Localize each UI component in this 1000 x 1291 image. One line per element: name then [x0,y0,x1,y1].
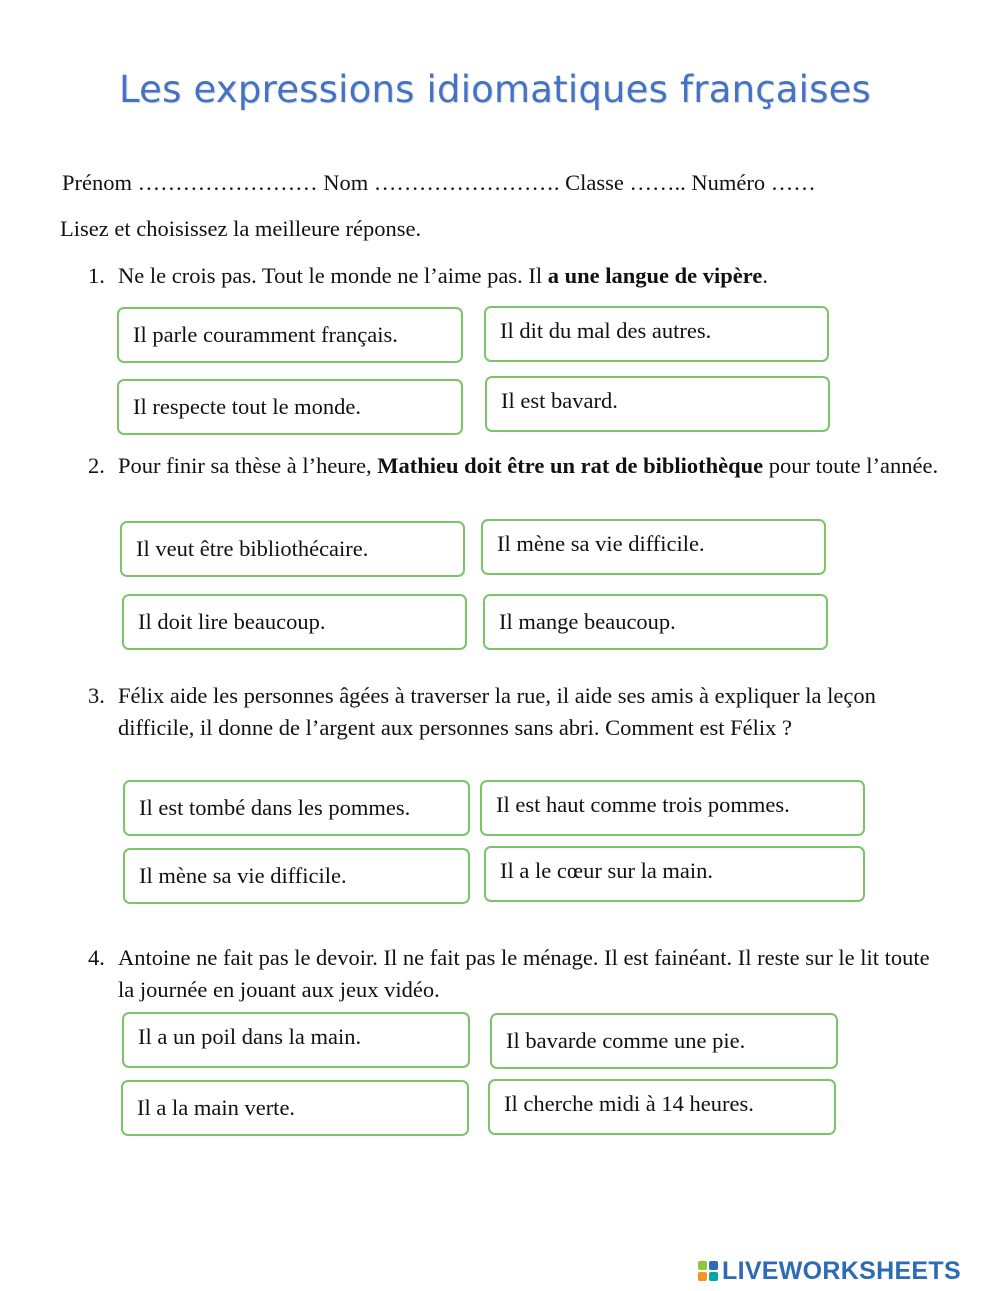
question-number: 4. [88,945,105,970]
student-fields-line: Prénom …………………… Nom ……………………. Classe …….. Numéro …… [62,170,816,195]
question-number: 2. [88,453,105,478]
q4-option-3[interactable]: Il a la main verte. [121,1080,469,1136]
idiom-highlight: Mathieu doit être un rat de bibliothèque [377,453,764,478]
question-1 [88,260,948,292]
q3-option-2[interactable]: Il est haut comme trois pommes. [480,780,865,836]
question-text: Félix aide les personnes âgées à traverser la rue, il aide ses amis à expliquer la leçon difficile, il donne de l’argent aux personnes sans abri. Comment est Félix ? [118,683,876,740]
q2-option-3[interactable]: Il doit lire beaucoup. [122,594,467,650]
q1-option-3[interactable]: Il respecte tout le monde. [117,379,463,435]
q4-option-4[interactable]: Il cherche midi à 14 heures. [488,1079,836,1135]
instruction: Lisez et choisissez la meilleure réponse. [60,216,422,241]
q1-option-1[interactable]: Il parle couramment français. [117,307,463,363]
question-2 [88,450,948,482]
liveworksheets-mark-icon [698,1261,718,1281]
q1-option-2[interactable]: Il dit du mal des autres. [484,306,829,362]
q2-option-4[interactable]: Il mange beaucoup. [483,594,828,650]
question-3 [88,680,948,744]
question-text: Antoine ne fait pas le devoir. Il ne fait pas le ménage. Il est fainéant. Il reste sur le lit toute la journée en jouant aux jeux vidéo. [118,945,930,1002]
question-text: Pour finir sa thèse à l’heure, Mathieu doit être un rat de bibliothèque pour toute l’année. [118,453,939,478]
q2-option-2[interactable]: Il mène sa vie difficile. [481,519,826,575]
idiom-highlight: a une langue de vipère [547,263,763,288]
logo-text: LIVEWORKSHEETS [722,1256,961,1285]
q3-option-3[interactable]: Il mène sa vie difficile. [123,848,470,904]
q3-option-1[interactable]: Il est tombé dans les pommes. [123,780,470,836]
question-4 [88,942,948,1006]
liveworksheets-logo [698,1256,961,1286]
q3-option-4[interactable]: Il a le cœur sur la main. [484,846,865,902]
q1-option-4[interactable]: Il est bavard. [485,376,830,432]
q2-option-1[interactable]: Il veut être bibliothécaire. [120,521,465,577]
q4-option-1[interactable]: Il a un poil dans la main. [122,1012,470,1068]
question-number: 1. [88,263,105,288]
worksheet-title: Les expressions idiomatiques françaises [118,68,872,111]
question-text: Ne le crois pas. Tout le monde ne l’aime pas. Il a une langue de vipère. [118,263,768,288]
q4-option-2[interactable]: Il bavarde comme une pie. [490,1013,838,1069]
question-number: 3. [88,683,105,708]
